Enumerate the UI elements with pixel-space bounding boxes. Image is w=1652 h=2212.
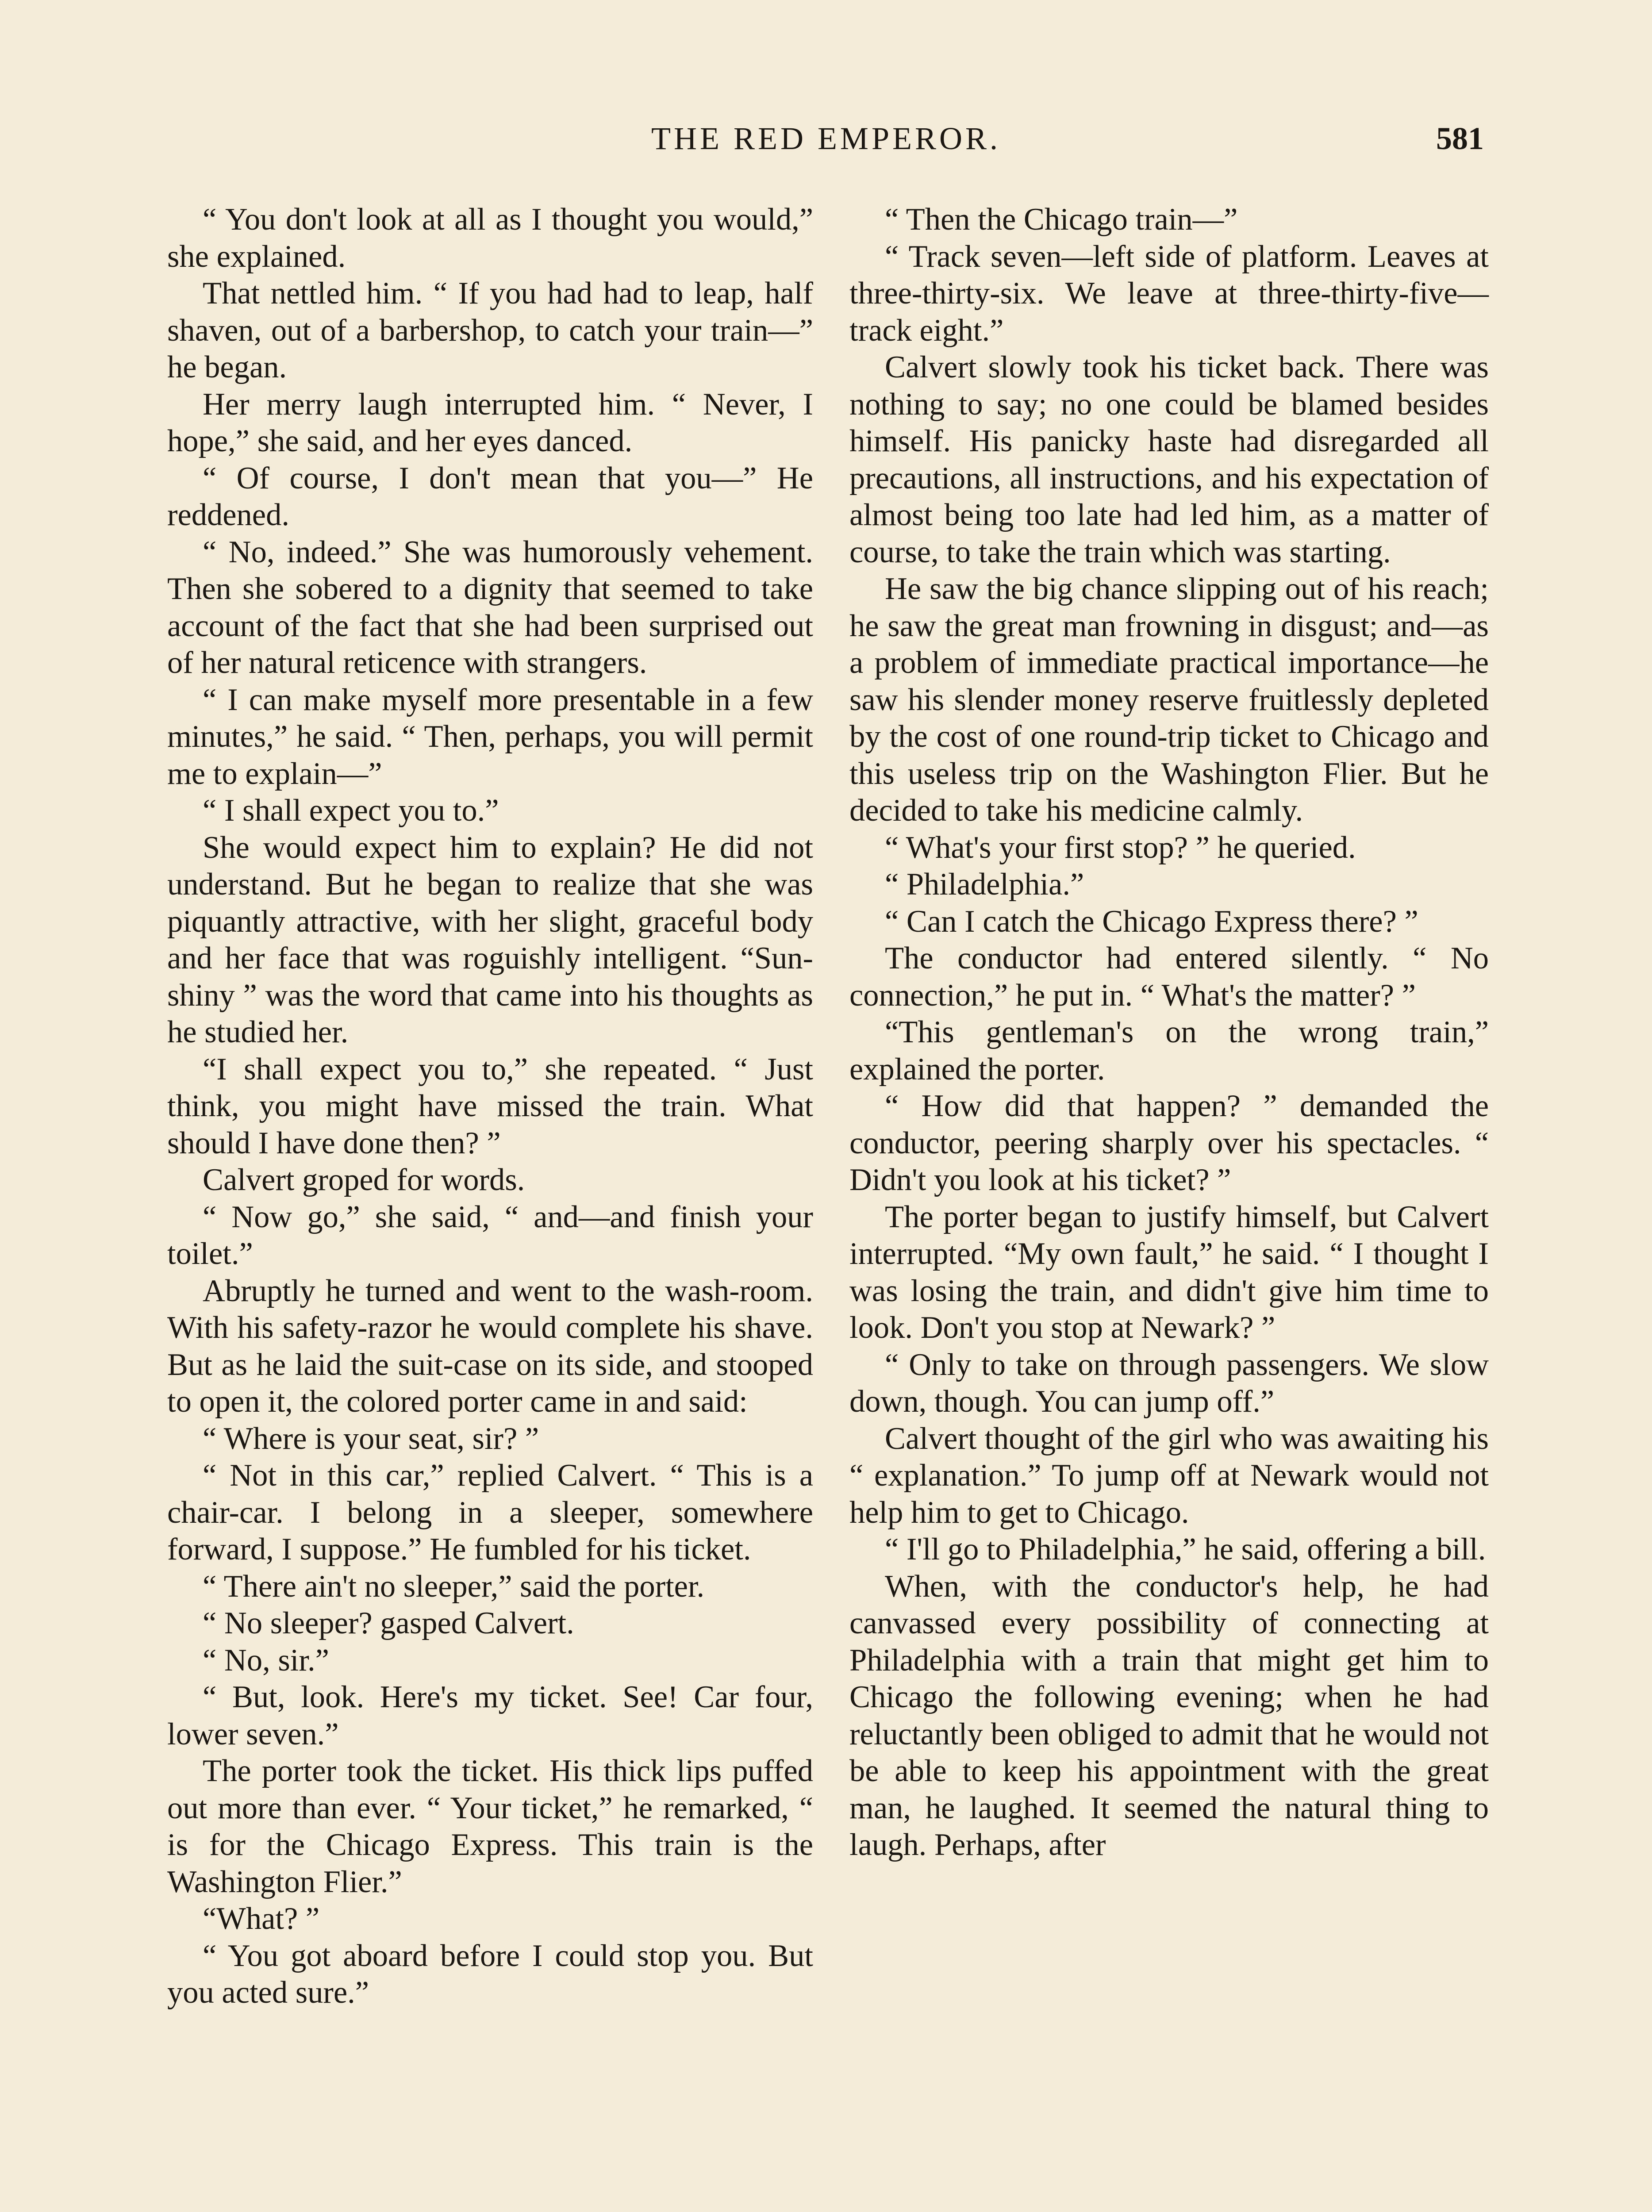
paragraph: Abruptly he turned and went to the wash-room. With his safety-razor he would complete his shave. But as he laid the suit-case on its side, and stooped to open it, the colored porter came in and said: xyxy=(167,1273,813,1419)
paragraph: “ Only to take on through passengers. We slow down, though. You can jump off.” xyxy=(849,1347,1489,1419)
paragraph: He saw the big chance slipping out of his reach; he saw the great man frowning in disgust; and—as a problem of immediate practical importance—he saw his slender money reserve fruitlessly depleted by the cost of one round-trip ticket to Chicago and this useless trip on the Washington Flier. But he decided to take his medicine calmly. xyxy=(849,572,1489,828)
paragraph: “ I can make myself more presentable in a few minutes,” he said. “ Then, perhaps, you will permit me to explain—” xyxy=(167,682,813,791)
left-text-column xyxy=(167,201,813,2012)
running-head xyxy=(0,119,1652,158)
paragraph: “ Not in this car,” replied Calvert. “ This is a chair-car. I belong in a sleeper, somewhere forward, I suppose.” He fumbled for his ticket. xyxy=(167,1458,813,1567)
paragraph: “ Of course, I don't mean that you—” He reddened. xyxy=(167,461,813,532)
running-title: THE RED EMPEROR. xyxy=(651,121,1001,156)
paragraph: Calvert groped for words. xyxy=(203,1163,525,1197)
page-number: 581 xyxy=(1436,121,1484,156)
paragraph: “ Now go,” she said, “ and—and finish your toilet.” xyxy=(167,1199,813,1271)
paragraph: “ Philadelphia.” xyxy=(885,867,1084,902)
paragraph: “ What's your first stop? ” he queried. xyxy=(885,830,1356,865)
paragraph: “ Track seven—left side of platform. Leaves at three-thirty-six. We leave at three-thirty-five—track eight.” xyxy=(849,239,1489,348)
paragraph: “ I'll go to Philadelphia,” he said, offering a bill. xyxy=(885,1532,1486,1567)
paragraph: “ No, indeed.” She was humorously vehement. Then she sobered to a dignity that seemed to take account of the fact that she had been surprised out of her natural reticence with strangers. xyxy=(167,534,813,680)
paragraph: “ How did that happen? ” demanded the conductor, peering sharply over his spectacles. “ Didn't you look at his ticket? ” xyxy=(849,1089,1489,1197)
paragraph: “What? ” xyxy=(203,1901,320,1936)
paragraph: When, with the conductor's help, he had canvassed every possibility of connecting at Philadelphia with a train that might get him to Chicago the following evening; when he had reluctantly been obliged to admit that he would not be able to keep his appointment with the great man, he laughed. It seemed the natural thing to laugh. Perhaps, after xyxy=(849,1569,1489,1862)
paragraph: “ You don't look at all as I thought you would,” she explained. xyxy=(167,202,813,274)
paragraph: “ There ain't no sleeper,” said the porter. xyxy=(203,1569,705,1604)
paragraph: “ Where is your seat, sir? ” xyxy=(203,1421,539,1456)
paragraph: “ No sleeper? gasped Calvert. xyxy=(203,1606,574,1640)
paragraph: “ But, look. Here's my ticket. See! Car four, lower seven.” xyxy=(167,1680,813,1751)
paragraph: “This gentleman's on the wrong train,” explained the porter. xyxy=(849,1015,1489,1087)
paragraph: Calvert slowly took his ticket back. There was nothing to say; no one could be blamed besides himself. His panicky haste had disregarded all precautions, all instructions, and his expectation of almost being too late had led him, as a matter of course, to take the train which was starting. xyxy=(849,350,1489,569)
paragraph: “ No, sir.” xyxy=(203,1643,329,1678)
right-text-column xyxy=(849,201,1489,1864)
paragraph: The conductor had entered silently. “ No connection,” he put in. “ What's the matter? ” xyxy=(849,941,1489,1013)
paragraph: “ You got aboard before I could stop you. But you acted sure.” xyxy=(167,1938,813,2010)
paragraph: That nettled him. “ If you had had to leap, half shaven, out of a barbershop, to catch your train—” he began. xyxy=(167,276,813,384)
paragraph: Her merry laugh interrupted him. “ Never, I hope,” she said, and her eyes danced. xyxy=(167,387,813,458)
paragraph: “ Can I catch the Chicago Express there? ” xyxy=(885,904,1418,939)
paragraph: “I shall expect you to,” she repeated. “ Just think, you might have missed the train. What should I have done then? ” xyxy=(167,1052,813,1160)
paragraph: Calvert thought of the girl who was awaiting his “ explanation.” To jump off at Newark would not help him to get to Chicago. xyxy=(849,1421,1489,1530)
paragraph: “ Then the Chicago train—” xyxy=(885,202,1238,237)
paragraph: The porter began to justify himself, but Calvert interrupted. “My own fault,” he said. “ I thought I was losing the train, and didn't give him time to look. Don't you stop at Newark? ” xyxy=(849,1199,1489,1345)
paragraph: “ I shall expect you to.” xyxy=(203,793,499,828)
paragraph: The porter took the ticket. His thick lips puffed out more than ever. “ Your ticket,” he remarked, “ is for the Chicago Express. This train is the Washington Flier.” xyxy=(167,1754,813,1899)
paragraph: She would expect him to explain? He did not understand. But he began to realize that she was piquantly attractive, with her slight, graceful body and her face that was roguishly intelligent. “Sunshiny ” was the word that came into his thoughts as he studied her. xyxy=(167,830,813,1049)
